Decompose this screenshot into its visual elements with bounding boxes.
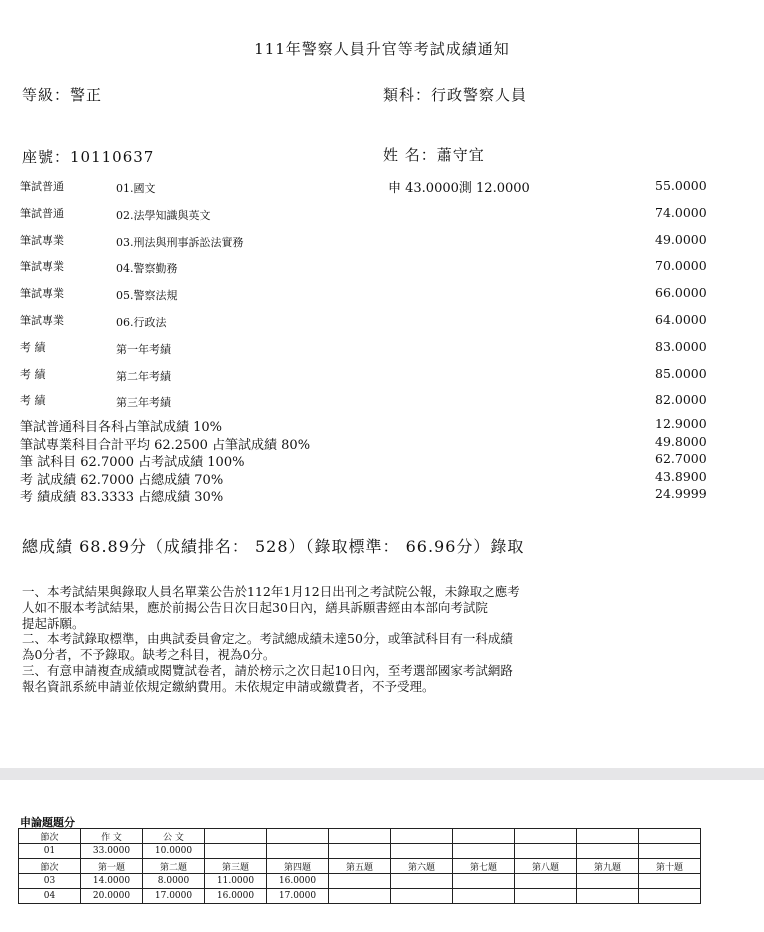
table-cell: 第三題 xyxy=(205,859,267,874)
table-cell: 17.0000 xyxy=(267,889,329,904)
subject-name: 第一年考績 xyxy=(116,342,171,356)
subject-name: 05.警察法規 xyxy=(116,289,178,303)
table-cell xyxy=(515,889,577,904)
table-cell xyxy=(577,844,639,859)
subject-score: 82.0000 xyxy=(655,392,707,408)
table-cell: 11.0000 xyxy=(205,874,267,889)
summary-score: 49.8000 xyxy=(655,433,707,449)
table-cell: 10.0000 xyxy=(143,844,205,859)
table-cell xyxy=(329,889,391,904)
category-label: 類科：行政警察人員 xyxy=(383,86,528,104)
note-line: 為0分者，不予錄取。缺考之科目，視為0分。 xyxy=(22,647,276,663)
table-cell xyxy=(515,844,577,859)
table-cell xyxy=(391,829,453,844)
table-cell xyxy=(453,874,515,889)
summary-text: 筆試專業科目合計平均 62.2500 占筆試成績 80% xyxy=(20,437,311,453)
table-cell: 第五題 xyxy=(329,859,391,874)
essay-score-table xyxy=(18,828,701,904)
subject-type: 考 績 xyxy=(20,394,46,408)
table-cell xyxy=(391,874,453,889)
table-cell xyxy=(453,889,515,904)
table-cell xyxy=(577,829,639,844)
subject-name: 03.刑法與刑事訴訟法實務 xyxy=(116,235,244,249)
table-cell: 第一題 xyxy=(81,859,143,874)
table-cell: 節次 xyxy=(19,859,81,874)
table-cell xyxy=(205,844,267,859)
subject-type: 考 績 xyxy=(20,340,46,354)
subject-score: 85.0000 xyxy=(655,365,707,381)
table-cell xyxy=(453,844,515,859)
note-line: 提起訴願。 xyxy=(22,615,85,631)
table-cell xyxy=(267,844,329,859)
table-cell: 16.0000 xyxy=(267,874,329,889)
summary-score: 24.9999 xyxy=(655,486,707,501)
candidate-name: 姓 名：蕭守宜 xyxy=(383,146,485,164)
note-line: 三、有意申請複查成績或閱覽試卷者，請於榜示之次日起10日內，至考選部國家考試網路 xyxy=(22,663,513,678)
table-cell: 第二題 xyxy=(143,859,205,874)
table-row xyxy=(19,889,701,904)
seat-number: 座號：10110637 xyxy=(22,148,155,166)
subject-type: 考 績 xyxy=(20,367,46,381)
total-score-line: 總成績 68.89分（成績排名： 528）（錄取標準： 66.96分）錄取 xyxy=(22,537,525,556)
subject-type: 筆試專業 xyxy=(20,314,64,327)
subject-name: 02.法學知識與英文 xyxy=(116,208,211,222)
table-cell: 節次 xyxy=(19,829,81,844)
table-cell: 20.0000 xyxy=(81,889,143,904)
subject-score: 74.0000 xyxy=(655,204,707,220)
table-cell xyxy=(639,829,701,844)
note-line: 人如不服本考試結果，應於前揭公告日次日起30日內，繕具訴願書經由本部向考試院 xyxy=(22,599,488,615)
page-separator xyxy=(0,768,764,780)
table-cell xyxy=(639,889,701,904)
table-cell: 第九題 xyxy=(577,859,639,874)
subject-name: 04.警察勤務 xyxy=(116,262,178,276)
subject-score: 66.0000 xyxy=(655,285,707,301)
summary-score: 62.7000 xyxy=(655,451,707,466)
table-cell: 04 xyxy=(19,889,81,904)
table-cell xyxy=(515,829,577,844)
subject-type: 筆試普通 xyxy=(20,180,64,193)
grade-label: 等級：警正 xyxy=(22,86,103,104)
table-cell xyxy=(639,844,701,859)
table-row xyxy=(19,844,701,859)
table-cell: 16.0000 xyxy=(205,889,267,904)
summary-text: 筆 試科目 62.7000 占考試成績 100% xyxy=(20,455,245,470)
table-cell xyxy=(453,829,515,844)
subject-type: 筆試普通 xyxy=(20,206,64,220)
subject-score: 55.0000 xyxy=(655,178,707,193)
summary-text: 考 試成績 62.7000 占總成績 70% xyxy=(20,472,224,488)
table-row xyxy=(19,829,701,844)
summary-text: 考 績成績 83.3333 占總成績 30% xyxy=(20,490,224,505)
essay-detail: 申 43.0000測 12.0000 xyxy=(388,181,530,196)
table-cell: 第七題 xyxy=(453,859,515,874)
summary-score: 12.9000 xyxy=(655,416,707,431)
score-table-caption: 申論題題分 xyxy=(20,816,75,829)
table-cell xyxy=(329,829,391,844)
table-cell: 作 文 xyxy=(81,829,143,844)
subject-score: 49.0000 xyxy=(655,231,707,247)
table-cell xyxy=(267,829,329,844)
note-line: 一、本考試結果與錄取人員名單業公告於112年1月12日出刊之考試院公報，未錄取之應考 xyxy=(22,584,520,599)
subject-score: 64.0000 xyxy=(655,312,707,327)
subject-type: 筆試專業 xyxy=(20,287,64,301)
table-cell xyxy=(329,844,391,859)
subject-name: 01.國文 xyxy=(116,182,156,195)
table-cell xyxy=(391,889,453,904)
table-cell: 03 xyxy=(19,874,81,889)
table-row xyxy=(19,874,701,889)
table-row xyxy=(19,859,701,874)
table-cell: 01 xyxy=(19,844,81,859)
note-line: 二、本考試錄取標準，由典試委員會定之。考試總成績未達50分，或筆試科目有一科成績 xyxy=(22,631,513,647)
subject-name: 第二年考績 xyxy=(116,369,171,383)
table-cell: 14.0000 xyxy=(81,874,143,889)
page-title: 111年警察人員升官等考試成績通知 xyxy=(254,40,510,58)
subject-score: 70.0000 xyxy=(655,258,707,274)
table-cell xyxy=(515,874,577,889)
summary-score: 43.8900 xyxy=(655,468,707,484)
subject-score: 83.0000 xyxy=(655,338,707,354)
table-cell xyxy=(205,829,267,844)
subject-name: 第三年考績 xyxy=(116,396,171,410)
table-cell: 第四題 xyxy=(267,859,329,874)
subject-name: 06.行政法 xyxy=(116,316,167,329)
summary-text: 筆試普通科目各科占筆試成績 10% xyxy=(20,420,223,435)
table-cell xyxy=(329,874,391,889)
table-cell xyxy=(577,874,639,889)
subject-type: 筆試專業 xyxy=(20,233,64,247)
note-line: 報名資訊系統申請並依規定繳納費用。未依規定申請或繳費者，不予受理。 xyxy=(22,678,435,694)
table-cell: 第八題 xyxy=(515,859,577,874)
table-cell: 第十題 xyxy=(639,859,701,874)
table-cell: 第六題 xyxy=(391,859,453,874)
table-cell: 17.0000 xyxy=(143,889,205,904)
table-cell: 8.0000 xyxy=(143,874,205,889)
subject-type: 筆試專業 xyxy=(20,260,64,274)
table-cell xyxy=(577,889,639,904)
table-cell: 33.0000 xyxy=(81,844,143,859)
table-cell xyxy=(639,874,701,889)
table-cell: 公 文 xyxy=(143,829,205,844)
table-cell xyxy=(391,844,453,859)
